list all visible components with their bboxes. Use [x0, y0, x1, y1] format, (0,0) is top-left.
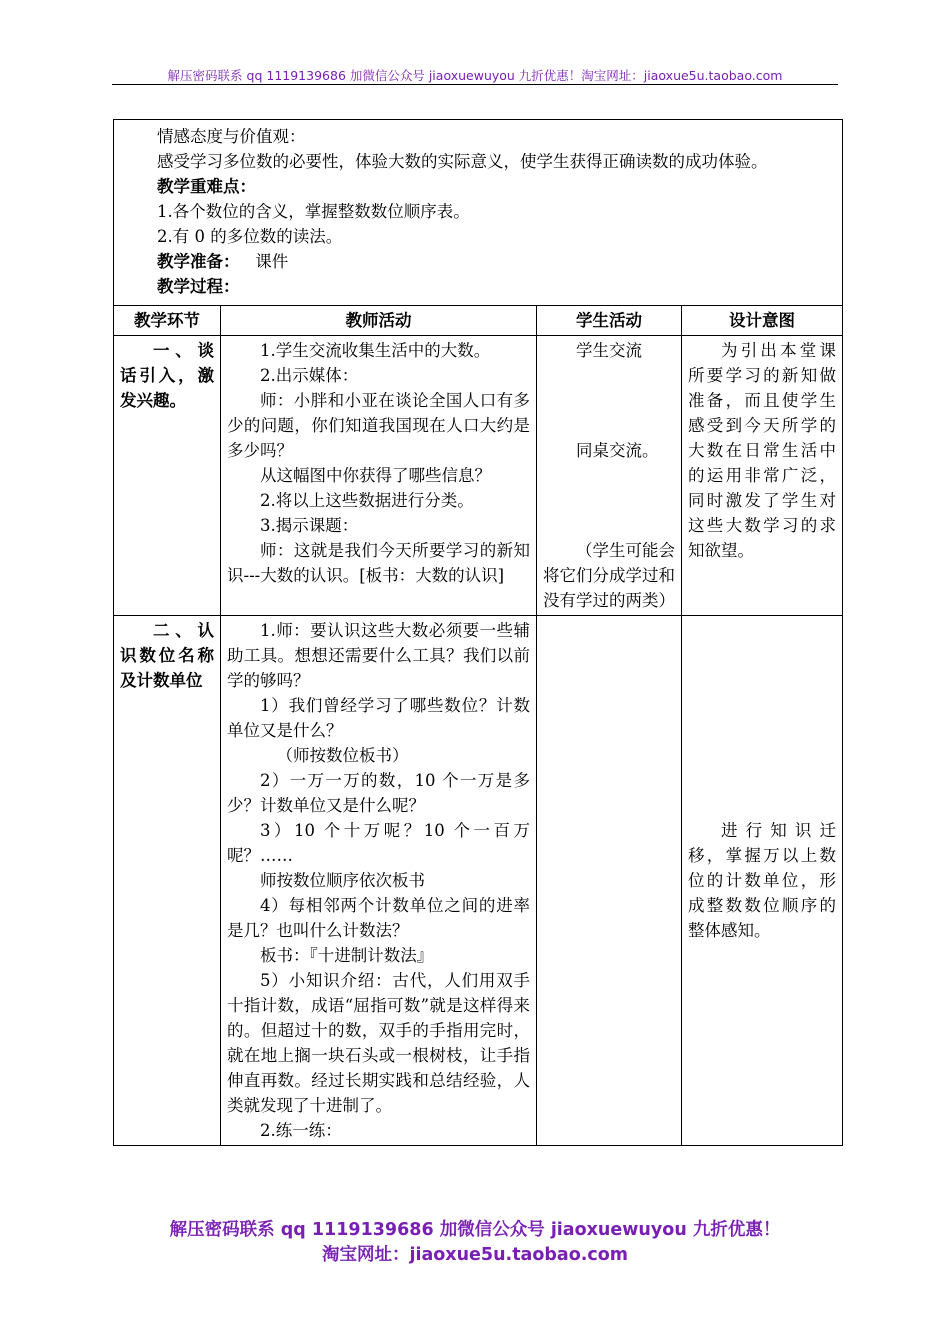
student-line: 同桌交流。 [576, 441, 659, 460]
teacher-line: 1.师：要认识这些大数必须要一些辅助工具。想想还需要什么工具？我们以前学的够吗？ [227, 621, 530, 690]
student-activity-2 [537, 616, 682, 1146]
stage-2 [114, 616, 221, 1146]
table-header-row [114, 306, 843, 336]
key-points-title: 教学重难点： [157, 177, 256, 196]
header-intent: 设计意图 [682, 306, 843, 336]
teacher-line: 5）小知识介绍：古代，人们用双手十指计数，成语“屈指可数”就是这样得来的。但超过十的数，双手的手指用完时，就在地上搁一块石头或一根树枝，让手指伸直再数。经过长期实践和总结经验，人类就发现了十进制了。 [227, 971, 530, 1115]
teacher-line: 1.学生交流收集生活中的大数。 [260, 341, 491, 360]
teacher-activity-1 [221, 336, 537, 616]
lesson-plan-table [113, 119, 843, 1146]
teacher-line: 1）我们曾经学习了哪些数位？计数单位又是什么？ [227, 696, 530, 740]
teacher-line: 师：这就是我们今天所要学习的新知识---大数的认识。[板书：大数的认识] [227, 541, 530, 585]
student-line: （学生可能会将它们分成学过和没有学过的两类） [543, 541, 675, 610]
process-title: 教学过程： [157, 277, 240, 296]
teacher-line: 2.将以上这些数据进行分类。 [260, 491, 474, 510]
header-divider [112, 84, 838, 85]
footer-line-2: 淘宝网址：jiaoxue5u.taobao.com [321, 1245, 629, 1265]
intro-cell [114, 120, 843, 306]
teacher-line: 2）一万一万的数，10 个一万是多少？计数单位又是什么呢？ [227, 771, 530, 815]
intro-row [114, 120, 843, 306]
design-intent-1 [682, 336, 843, 616]
teacher-line: 师按数位顺序依次板书 [260, 871, 425, 890]
teacher-line: 4）每相邻两个计数单位之间的进率是几？也叫什么计数法？ [227, 896, 530, 940]
teacher-line: 2.出示媒体： [260, 366, 359, 385]
header-student: 学生活动 [537, 306, 682, 336]
teacher-line: 3）10 个十万呢？10 个一百万呢？…… [227, 821, 530, 865]
intent-text: 为引出本堂课所要学习的新知做准备，而且使学生感受到今天所学的大数在日常生活中的运用非常广泛，同时激发了学生对这些大数学习的求知欲望。 [688, 341, 836, 560]
teacher-line: 板书：『十进制计数法』 [260, 946, 434, 965]
attitude-text: 感受学习多位数的必要性，体验大数的实际意义，使学生获得正确读数的成功体验。 [157, 152, 768, 171]
teacher-line: 师：小胖和小亚在谈论全国人口有多少的问题，你们知道我国现在人口大约是多少吗？ [227, 391, 530, 460]
student-line: 学生交流 [576, 341, 642, 360]
table-row [114, 616, 843, 1146]
header-stage: 教学环节 [114, 306, 221, 336]
design-intent-2 [682, 616, 843, 1146]
stage-1-label: 一、谈话引入，激发兴趣。 [120, 341, 214, 410]
footer-line-1: 解压密码联系 qq 1119139686 加微信公众号 jiaoxuewuyou 九折优惠！ [169, 1220, 781, 1240]
attitude-title: 情感态度与价值观： [157, 127, 306, 146]
table-row [114, 336, 843, 616]
watermark-header: 解压密码联系 qq 1119139686 加微信公众号 jiaoxuewuyou 九折优惠！淘宝网址：jiaoxue5u.taobao.com [167, 68, 783, 83]
watermark-footer [0, 1218, 950, 1268]
teacher-line: 3.揭示课题： [260, 516, 359, 535]
stage-1 [114, 336, 221, 616]
student-activity-1 [537, 336, 682, 616]
stage-2-label: 二、认识数位名称及计数单位 [120, 621, 214, 690]
prep-title: 教学准备： [157, 252, 240, 271]
header-teacher: 教师活动 [221, 306, 537, 336]
key-point-1: 1.各个数位的含义，掌握整数数位顺序表。 [157, 202, 470, 221]
teacher-line: 2.练一练： [260, 1121, 342, 1140]
teacher-line: 从这幅图中你获得了哪些信息？ [260, 466, 491, 485]
prep-value: 课件 [255, 252, 289, 271]
teacher-activity-2 [221, 616, 537, 1146]
teacher-line: （师按数位板书） [276, 746, 409, 765]
key-point-2: 2.有 0 的多位数的读法。 [157, 227, 343, 246]
intent-text: 进行知识迁移，掌握万以上数位的计数单位，形成整数数位顺序的整体感知。 [688, 821, 836, 940]
